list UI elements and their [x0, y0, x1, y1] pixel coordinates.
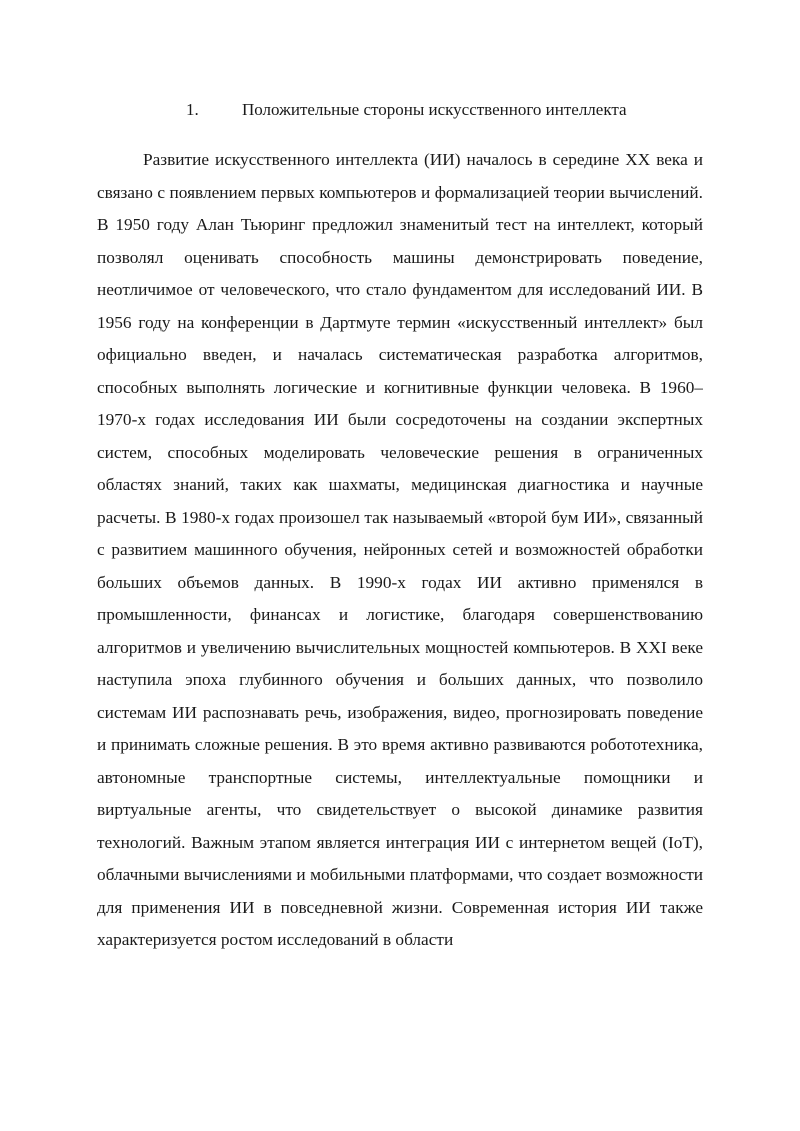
section-number: 1. — [186, 100, 199, 119]
body-paragraph: Развитие искусственного интеллекта (ИИ) началось в середине XX века и связано с появлением первых компьютеров и формализацией теории вычислений. В 1950 году Алан Тьюринг предложил знаменитый тест на интеллект, который позволял оценивать способность машины демонстрировать поведение, неотличимое от человеческого, что стало фундаментом для исследований ИИ. В 1956 году на конференции в Дартмуте термин «искусственный интеллект» был официально введен, и началась систематическая разработка алгоритмов, способных выполнять логические и когнитивные функции человека. В 1960–1970-х годах исследования ИИ были сосредоточены на создании экспертных систем, способных моделировать человеческие решения в ограниченных областях знаний, таких как шахматы, медицинская диагностика и научные расчеты. В 1980-х годах произошел так называемый «второй бум ИИ», связанный с развитием машинного обучения, нейронных сетей и возможностей обработки больших объемов данных. В 1990-х годах ИИ активно применялся в промышленности, финансах и логистике, благодаря совершенствованию алгоритмов и увеличению вычислительных мощностей компьютеров. В XXI веке наступила эпоха глубинного обучения и больших данных, что позволило системам ИИ распознавать речь, изображения, видео, прогнозировать поведение и принимать сложные решения. В это время активно развиваются робототехника, автономные транспортные системы, интеллектуальные помощники и виртуальные агенты, что свидетельствует о высокой динамике развития технологий. Важным этапом является интеграция ИИ с интернетом вещей (IoT), облачными вычислениями и мобильными платформами, что создает возможности для применения ИИ в повседневной жизни. Современная история ИИ также характеризуется ростом исследований в области — [97, 150, 703, 949]
section-heading — [186, 96, 706, 124]
section-body — [97, 144, 703, 1024]
section-title: Положительные стороны искусственного интеллекта — [242, 100, 627, 119]
